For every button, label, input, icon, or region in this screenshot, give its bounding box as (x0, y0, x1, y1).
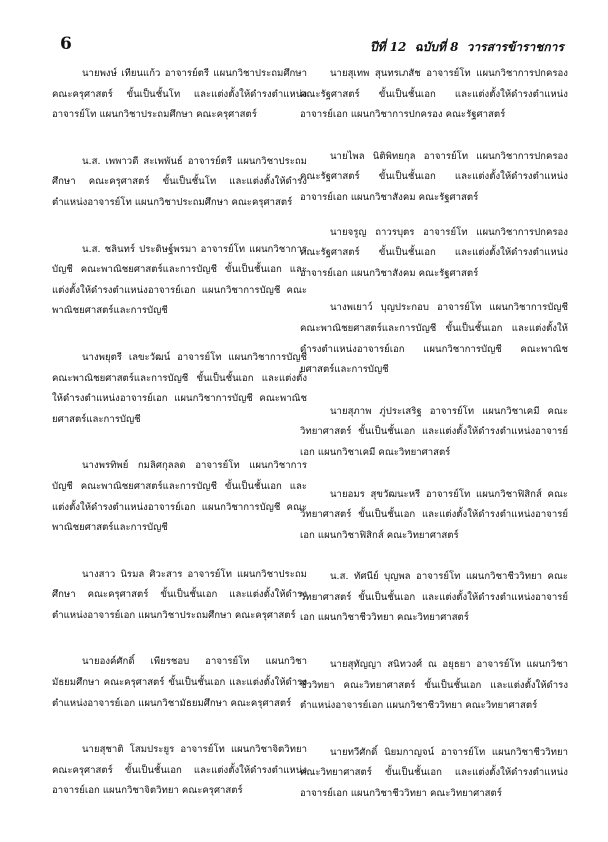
appointment-entry: นายสุเทพ สุนทรเภสัช อาจารย์โท แผนกวิชาการปกครอง คณะรัฐศาสตร์ ขั้นเป็นชั้นเอก และแต่งตั้งให้ดำรงตำแหน่งอาจารย์เอก แผนกวิชาการปกครอง คณะรัฐศาสตร์ (300, 68, 568, 121)
appointment-entry: นายสุทัญญา สนิทวงศ์ ณ อยุธยา อาจารย์โท แผนกวิชาชีววิทยา คณะวิทยาศาสตร์ ขั้นเป็นชั้นเอก และแต่งตั้งให้ดำรงตำแหน่งอาจารย์เอก แผนกวิชาชีววิทยา คณะวิทยาศาสตร์ (300, 659, 568, 712)
appointment-entry: นายไพล นิติพิทยกุล อาจารย์โท แผนกวิชาการปกครอง คณะรัฐศาสตร์ ขั้นเป็นชั้นเอก และแต่งตั้งให้ดำรงตำแหน่งอาจารย์เอก แผนกวิชาสังคม คณะรัฐศาสตร์ (300, 150, 568, 203)
appointment-entry: นายจรูญ ถาวรบุตร อาจารย์โท แผนกวิชาการปกครอง คณะรัฐศาสตร์ ขั้นเป็นชั้นเอก และแต่งตั้งให้ดำรงตำแหน่งอาจารย์เอก แผนกวิชาสังคม คณะรัฐศาสตร์ (300, 226, 568, 279)
appointment-entry: นายอมร สุขวัฒนะหรี อาจารย์โท แผนกวิชาฟิสิกส์ คณะวิทยาศาสตร์ ขั้นเป็นชั้นเอก และแต่งตั้งให้ดำรงตำแหน่งอาจารย์เอก แผนกวิชาฟิสิกส์ คณะวิทยาศาสตร์ (300, 488, 568, 541)
journal-title: วารสารข้าราชการ (466, 40, 564, 54)
right-column (300, 64, 568, 805)
appointment-entry: นายองค์ศักดิ์ เพียรชอบ อาจารย์โท แผนกวิชามัธยมศึกษา คณะครุศาสตร์ ขั้นเป็นชั้นเอก และแต่งตั้งให้ดำรงตำแหน่งอาจารย์เอก แผนกวิชามัธยมศึกษา คณะครุศาสตร์ (52, 656, 307, 709)
appointment-entry: น.ส. เพพาวดี สะเพพันธ์ อาจารย์ตรี แผนกวิชาประถมศึกษา คณะครุศาสตร์ ขั้นเป็นชั้นโท และแต่งตั้งให้ดำรงตำแหน่งอาจารย์โท แผนกวิชาประถมศึกษา คณะครุศาสตร์ (52, 155, 307, 208)
appointment-entry: น.ส. ทัศนีย์ บุญพล อาจารย์โท แผนกวิชาชีววิทยา คณะวิทยาศาสตร์ ขั้นเป็นชั้นเอก และแต่งตั้งให้ดำรงตำแหน่งอาจารย์เอก แผนกวิชาชีววิทยา คณะวิทยาศาสตร์ (300, 571, 568, 624)
appointment-entry: นางสาว นิรมล ศิวะสาร อาจารย์โท แผนกวิชาประถมศึกษา คณะครุศาสตร์ ขั้นเป็นชั้นเอก และแต่งตั้งให้ดำรงตำแหน่งอาจารย์เอก แผนกวิชาประถมศึกษา คณะครุศาสตร์ (52, 568, 307, 621)
appointment-entry: นางพเยาว์ บุญประกอบ อาจารย์โท แผนกวิชาการบัญชี คณะพาณิชยศาสตร์และการบัญชี ขั้นเป็นชั้นเอก และแต่งตั้งให้ดำรงตำแหน่งอาจารย์เอก แผนกวิชาการบัญชี คณะพาณิชยศาสตร์และการบัญชี (300, 302, 568, 376)
page-number: 6 (60, 34, 72, 54)
appointment-entry: นายสุชาติ โสมประยูร อาจารย์โท แผนกวิชาจิตวิทยา คณะครุศาสตร์ ขั้นเป็นชั้นเอก และแต่งตั้งให้ดำรงตำแหน่งอาจารย์เอก แผนกวิชาจิตวิทยา คณะครุศาสตร์ (52, 744, 307, 797)
appointment-entry: นายทวีศักดิ์ นิยมกาญจน์ อาจารย์โท แผนกวิชาชีววิทยา คณะวิทยาศาสตร์ ขั้นเป็นชั้นเอก และแต่งตั้งให้ดำรงตำแหน่งอาจารย์เอก แผนกวิชาชีววิทยา คณะวิทยาศาสตร์ (300, 746, 568, 800)
issue-label: ฉบับที่ 8 (414, 40, 459, 54)
appointment-entry: น.ส. ชลินทร์ ประดิษฐ์พรมา อาจารย์โท แผนกวิชาการบัญชี คณะพาณิชยศาสตร์และการบัญชี ขั้นเป็นชั้นเอก และแต่งตั้งให้ดำรงตำแหน่งอาจารย์เอก แผนกวิชาการบัญชี คณะพาณิชยศาสตร์และการบัญชี (52, 243, 307, 317)
appointment-entry: นายพงษ์ เทียนแก้ว อาจารย์ตรี แผนกวิชาประถมศึกษา คณะครุศาสตร์ ขั้นเป็นชั้นโท และแต่งตั้งให้ดำรงตำแหน่งอาจารย์โท แผนกวิชาประถมศึกษา คณะครุศาสตร์ (52, 68, 307, 121)
volume-label: ปีที่ 12 (370, 40, 407, 54)
left-column (52, 64, 307, 802)
running-header (370, 38, 568, 57)
appointment-entry: นางพรทิพย์ กมลิศกุลลด อาจารย์โท แผนกวิชาการบัญชี คณะพาณิชยศาสตร์และการบัญชี ขั้นเป็นชั้นเอก และแต่งตั้งให้ดำรงตำแหน่งอาจารย์เอก แผนกวิชาการบัญชี คณะพาณิชยศาสตร์และการบัญชี (52, 460, 307, 534)
appointment-entry: นางพยุตรี เลขะวัฒน์ อาจารย์โท แผนกวิชาการบัญชี คณะพาณิชยศาสตร์และการบัญชี ขั้นเป็นชั้นเอก และแต่งตั้งให้ดำรงตำแหน่งอาจารย์เอก แผนกวิชาการบัญชี คณะพาณิชยศาสตร์และการบัญชี (52, 351, 307, 425)
appointment-entry: นายสุภาพ ภู่ประเสริฐ อาจารย์โท แผนกวิชาเคมี คณะวิทยาศาสตร์ ขั้นเป็นชั้นเอก และแต่งตั้งให้ดำรงตำแหน่งอาจารย์เอก แผนกวิชาเคมี คณะวิทยาศาสตร์ (300, 405, 568, 458)
